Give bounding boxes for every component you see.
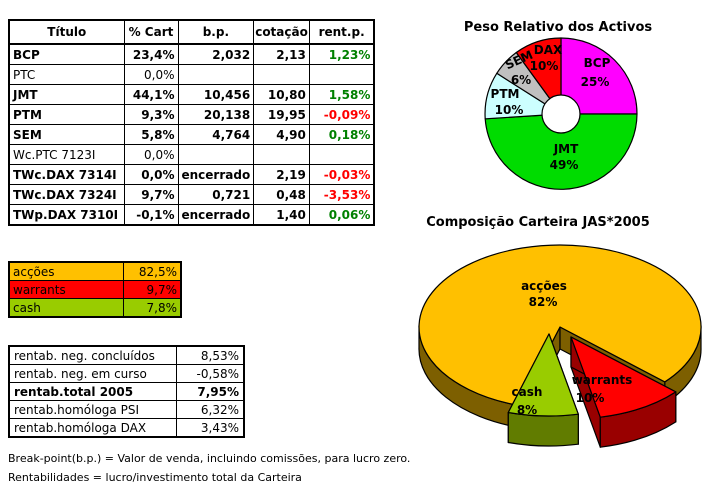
- table-row: [9, 125, 374, 145]
- cell-cotacao: 2,19: [254, 165, 310, 185]
- cell-rent: 1,58%: [309, 85, 374, 105]
- pie3d-label-cash: cash: [511, 385, 543, 399]
- pie3d-value-accoes: 82%: [528, 295, 558, 309]
- allocation-label: acções: [9, 262, 123, 281]
- rentab-value: -0,58%: [176, 365, 244, 383]
- cell-title: PTM: [9, 105, 124, 125]
- holdings-header-row: [9, 20, 374, 44]
- cell-bp: 10,456: [178, 85, 254, 105]
- table-row: [9, 205, 374, 226]
- allocation-value: 7,8%: [123, 299, 181, 318]
- cell-bp: 20,138: [178, 105, 254, 125]
- header-cotacao: cotação: [254, 20, 310, 44]
- cell-cart: 0,0%: [124, 165, 178, 185]
- pie3d-chart-composicao: [415, 205, 720, 488]
- pie3d-label-warrants: warrants: [571, 373, 633, 387]
- cell-cotacao: [254, 65, 310, 85]
- rentab-row: [9, 346, 244, 365]
- table-row: [9, 65, 374, 85]
- allocation-label: cash: [9, 299, 123, 318]
- cell-bp: [178, 145, 254, 165]
- header-bp: b.p.: [178, 20, 254, 44]
- cell-bp: 0,721: [178, 185, 254, 205]
- pie3d-label-accoes: acções: [521, 279, 567, 293]
- allocation-row-warrants: [9, 281, 181, 299]
- cell-cart: 9,3%: [124, 105, 178, 125]
- rentab-label: rentab. neg. em curso: [9, 365, 176, 383]
- cell-cotacao: 19,95: [254, 105, 310, 125]
- cell-title: PTC: [9, 65, 124, 85]
- rentab-row: [9, 401, 244, 419]
- cell-title: JMT: [9, 85, 124, 105]
- footnote-rentabilidades: Rentabilidades = lucro/investimento total da Carteira: [8, 471, 302, 484]
- cell-rent: -3,53%: [309, 185, 374, 205]
- rentab-value: 7,95%: [176, 383, 244, 401]
- rentab-label: rentab. neg. concluídos: [9, 346, 176, 365]
- table-row: [9, 165, 374, 185]
- donut-value-sem: 6%: [510, 73, 532, 87]
- cell-title: TWp.DAX 7310I: [9, 205, 124, 226]
- footnote-breakpoint: Break-point(b.p.) = Valor de venda, incluindo comissões, para lucro zero.: [8, 452, 411, 465]
- cell-cart: 23,4%: [124, 44, 178, 65]
- donut-value-bcp: 25%: [580, 75, 610, 89]
- pie3d-value-cash: 8%: [516, 403, 538, 417]
- cell-cotacao: 2,13: [254, 44, 310, 65]
- cell-title: Wc.PTC 7123I: [9, 145, 124, 165]
- donut-chart-peso-relativo: [430, 15, 720, 205]
- donut-value-dax: 10%: [529, 59, 559, 73]
- cell-bp: encerrado: [178, 205, 254, 226]
- cell-bp: 2,032: [178, 44, 254, 65]
- rentab-value: 6,32%: [176, 401, 244, 419]
- cell-rent: [309, 145, 374, 165]
- rentab-label: rentab.homóloga DAX: [9, 419, 176, 438]
- table-row: [9, 44, 374, 65]
- cell-cart: 0,0%: [124, 145, 178, 165]
- table-row: [9, 85, 374, 105]
- header-cart: % Cart: [124, 20, 178, 44]
- header-rentp: rent.p.: [309, 20, 374, 44]
- cell-cart: 44,1%: [124, 85, 178, 105]
- pie3d-chart-title: Composição Carteira JAS*2005: [426, 215, 650, 230]
- cell-cart: -0,1%: [124, 205, 178, 226]
- rentab-label: rentab.homóloga PSI: [9, 401, 176, 419]
- table-row: [9, 105, 374, 125]
- donut-chart-title: Peso Relativo dos Activos: [463, 20, 653, 35]
- cell-bp: 4,764: [178, 125, 254, 145]
- allocation-value: 82,5%: [123, 262, 181, 281]
- donut-hole: [542, 95, 580, 133]
- holdings-table: [8, 19, 375, 226]
- cell-cart: 9,7%: [124, 185, 178, 205]
- donut-label-sem: SEM: [503, 47, 535, 73]
- donut-label-ptm: PTM: [490, 87, 520, 101]
- cell-title: TWc.DAX 7324I: [9, 185, 124, 205]
- cell-cotacao: 1,40: [254, 205, 310, 226]
- cell-rent: 0,18%: [309, 125, 374, 145]
- cell-cotacao: 4,90: [254, 125, 310, 145]
- cell-rent: 0,06%: [309, 205, 374, 226]
- allocation-label: warrants: [9, 281, 123, 299]
- pie3d-value-warrants: 10%: [575, 391, 605, 405]
- cell-rent: 1,23%: [309, 44, 374, 65]
- cell-rent: -0,09%: [309, 105, 374, 125]
- rentab-value: 3,43%: [176, 419, 244, 438]
- cell-title: TWc.DAX 7314I: [9, 165, 124, 185]
- allocation-table: [8, 261, 182, 318]
- allocation-value: 9,7%: [123, 281, 181, 299]
- allocation-row-cash: [9, 299, 181, 318]
- cell-rent: -0,03%: [309, 165, 374, 185]
- cell-rent: [309, 65, 374, 85]
- header-titulo: Título: [9, 20, 124, 44]
- table-row: [9, 185, 374, 205]
- rentability-table: [8, 345, 245, 438]
- rentab-row: [9, 419, 244, 438]
- cell-cotacao: 0,48: [254, 185, 310, 205]
- cell-bp: encerrado: [178, 165, 254, 185]
- donut-value-jmt: 49%: [549, 158, 579, 172]
- rentab-row: [9, 365, 244, 383]
- cell-bp: [178, 65, 254, 85]
- cell-cart: 0,0%: [124, 65, 178, 85]
- cell-title: SEM: [9, 125, 124, 145]
- cell-cotacao: 10,80: [254, 85, 310, 105]
- cell-cart: 5,8%: [124, 125, 178, 145]
- pie3d-cash-wall: [508, 413, 578, 446]
- donut-label-dax: DAX: [533, 43, 563, 57]
- cell-cotacao: [254, 145, 310, 165]
- rentab-value: 8,53%: [176, 346, 244, 365]
- rentab-row-total: [9, 383, 244, 401]
- cell-title: BCP: [9, 44, 124, 65]
- donut-label-jmt: JMT: [553, 142, 579, 156]
- donut-value-ptm: 10%: [494, 103, 524, 117]
- rentab-label: rentab.total 2005: [9, 383, 176, 401]
- donut-label-bcp: BCP: [583, 56, 611, 70]
- table-row: [9, 145, 374, 165]
- allocation-row-accoes: [9, 262, 181, 281]
